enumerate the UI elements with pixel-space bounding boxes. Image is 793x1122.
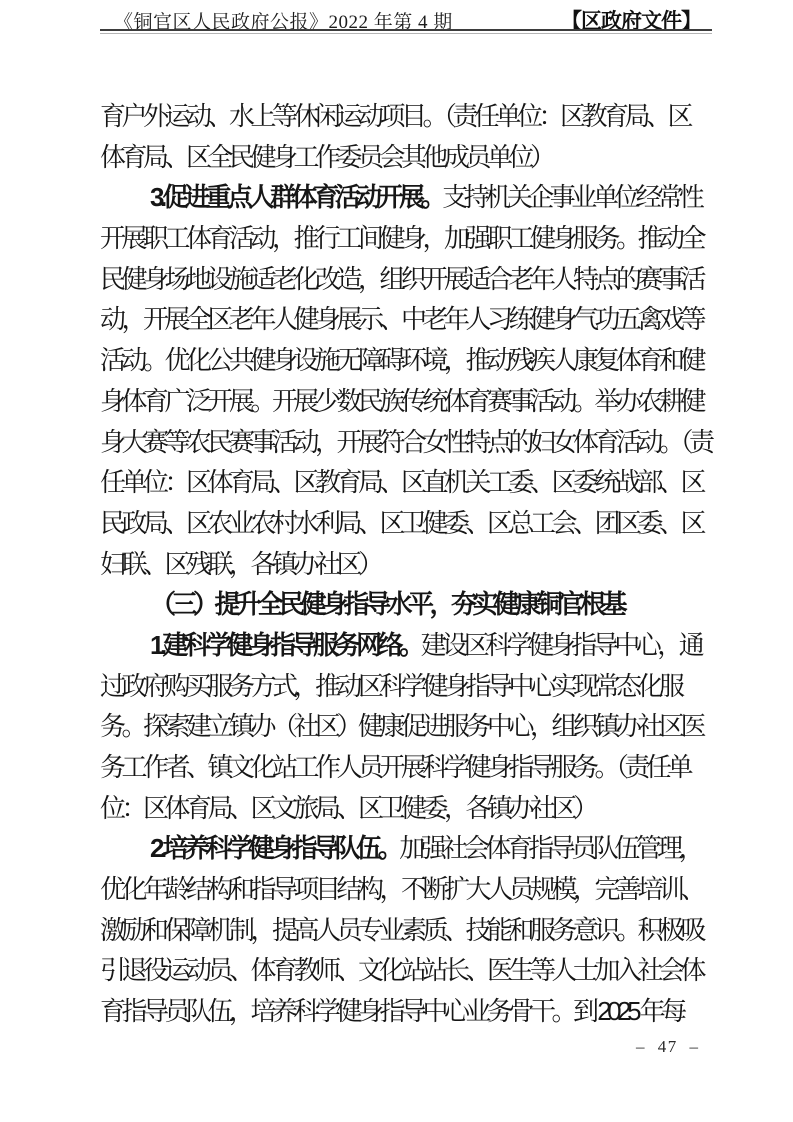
text-line [100,706,704,747]
text-line [100,422,711,463]
text-line [100,340,704,381]
text-run: 妇联、区残联，各镇办社区） [100,548,380,579]
text-line [100,788,704,829]
text-line [100,869,704,910]
text-run: 身大赛等农民赛事活动，开展符合女性特点的妇女体育活动。（责 [100,426,711,457]
text-run: 育指导员队伍，培养科学健身指导中心业务骨干。到 2025 年每 [100,996,683,1027]
text-line [100,584,704,625]
text-run: 务。探索建立镇办（社区）健康促进服务中心，组织镇办社区医 [100,711,703,742]
text-run: 支持机关企事业单位经常性 [442,182,701,213]
text-line [100,666,704,707]
text-line [100,950,704,991]
text-line [100,137,704,178]
text-run: 民健身场地设施适老化改造，组织开展适合老年人特点的赛事活 [100,263,703,294]
text-run: 民政局、区农业农村水利局、区卫健委、区总工会、团区委、区 [100,507,703,538]
text-line [100,991,704,1032]
document-body [100,96,711,1032]
text-line [100,910,704,951]
text-run: 加强社会体育指导员队伍管理， [399,833,701,864]
text-line [100,381,704,422]
text-run: 优化年龄结构和指导项目结构，不断扩大人员规模，完善培训、 [100,874,703,905]
text-run: 过政府购买服务方式，推动区科学健身指导中心实现常态化服 [100,670,681,701]
text-line [100,828,704,869]
text-run: 开展职工体育活动，推行工间健身，加强职工健身服务。推动全 [100,223,703,254]
text-run: 动，开展全区老年人健身展示、中老年人习练健身气功五禽戏等 [100,304,703,335]
text-line [100,259,704,300]
text-run: 建设区科学健身指导中心，通 [420,629,701,660]
text-line [100,503,704,544]
text-run: 育户外运动、水上等休闲运动项目。（责任单位：区教育局、区 [100,101,690,131]
text-line [100,177,704,218]
text-line [100,218,704,259]
text-line [100,544,704,585]
text-line [100,96,704,137]
text-run: 务工作者、镇文化站工作人员开展科学健身指导服务。（责任单 [100,752,690,782]
bold-run: 2.培养科学健身指导队伍。 [150,833,400,864]
text-run: 身体育广泛开展。开展少数民族传统体育赛事活动。举办农耕健 [100,385,703,416]
text-run: 位：区体育局、区文旅局、区卫健委，各镇办社区） [100,792,595,823]
text-line [100,462,704,503]
text-run: 引退役运动员、体育教师、文化站站长、医生等人士加入社会体 [100,955,703,986]
bold-run: 3.促进重点人群体育活动开展。 [150,182,443,213]
journal-title: 《铜官区人民政府公报》2022 年第 4 期 [114,12,453,33]
bold-run: （三）提升全民健身指导水平，夯实健康铜官根基 [150,589,624,620]
section-tag: 【区政府文件】 [561,10,701,33]
text-run: 活动。优化公共健身设施无障碍环境，推动残疾人康复体育和健 [100,345,703,376]
text-line [100,625,704,666]
text-run: 任单位：区体育局、区教育局、区直机关工委、区委统战部、区 [100,467,703,498]
text-run: 体育局、区全民健身工作委员会其他成员单位） [100,141,552,172]
text-line [100,299,704,340]
text-run: 激励和保障机制，提高人员专业素质、技能和服务意识。积极吸 [100,914,703,945]
text-line [100,747,704,788]
page-number: – 47 – [636,1037,700,1056]
header-rule [100,29,712,31]
bold-run: 1.建科学健身指导服务网络。 [150,629,421,660]
